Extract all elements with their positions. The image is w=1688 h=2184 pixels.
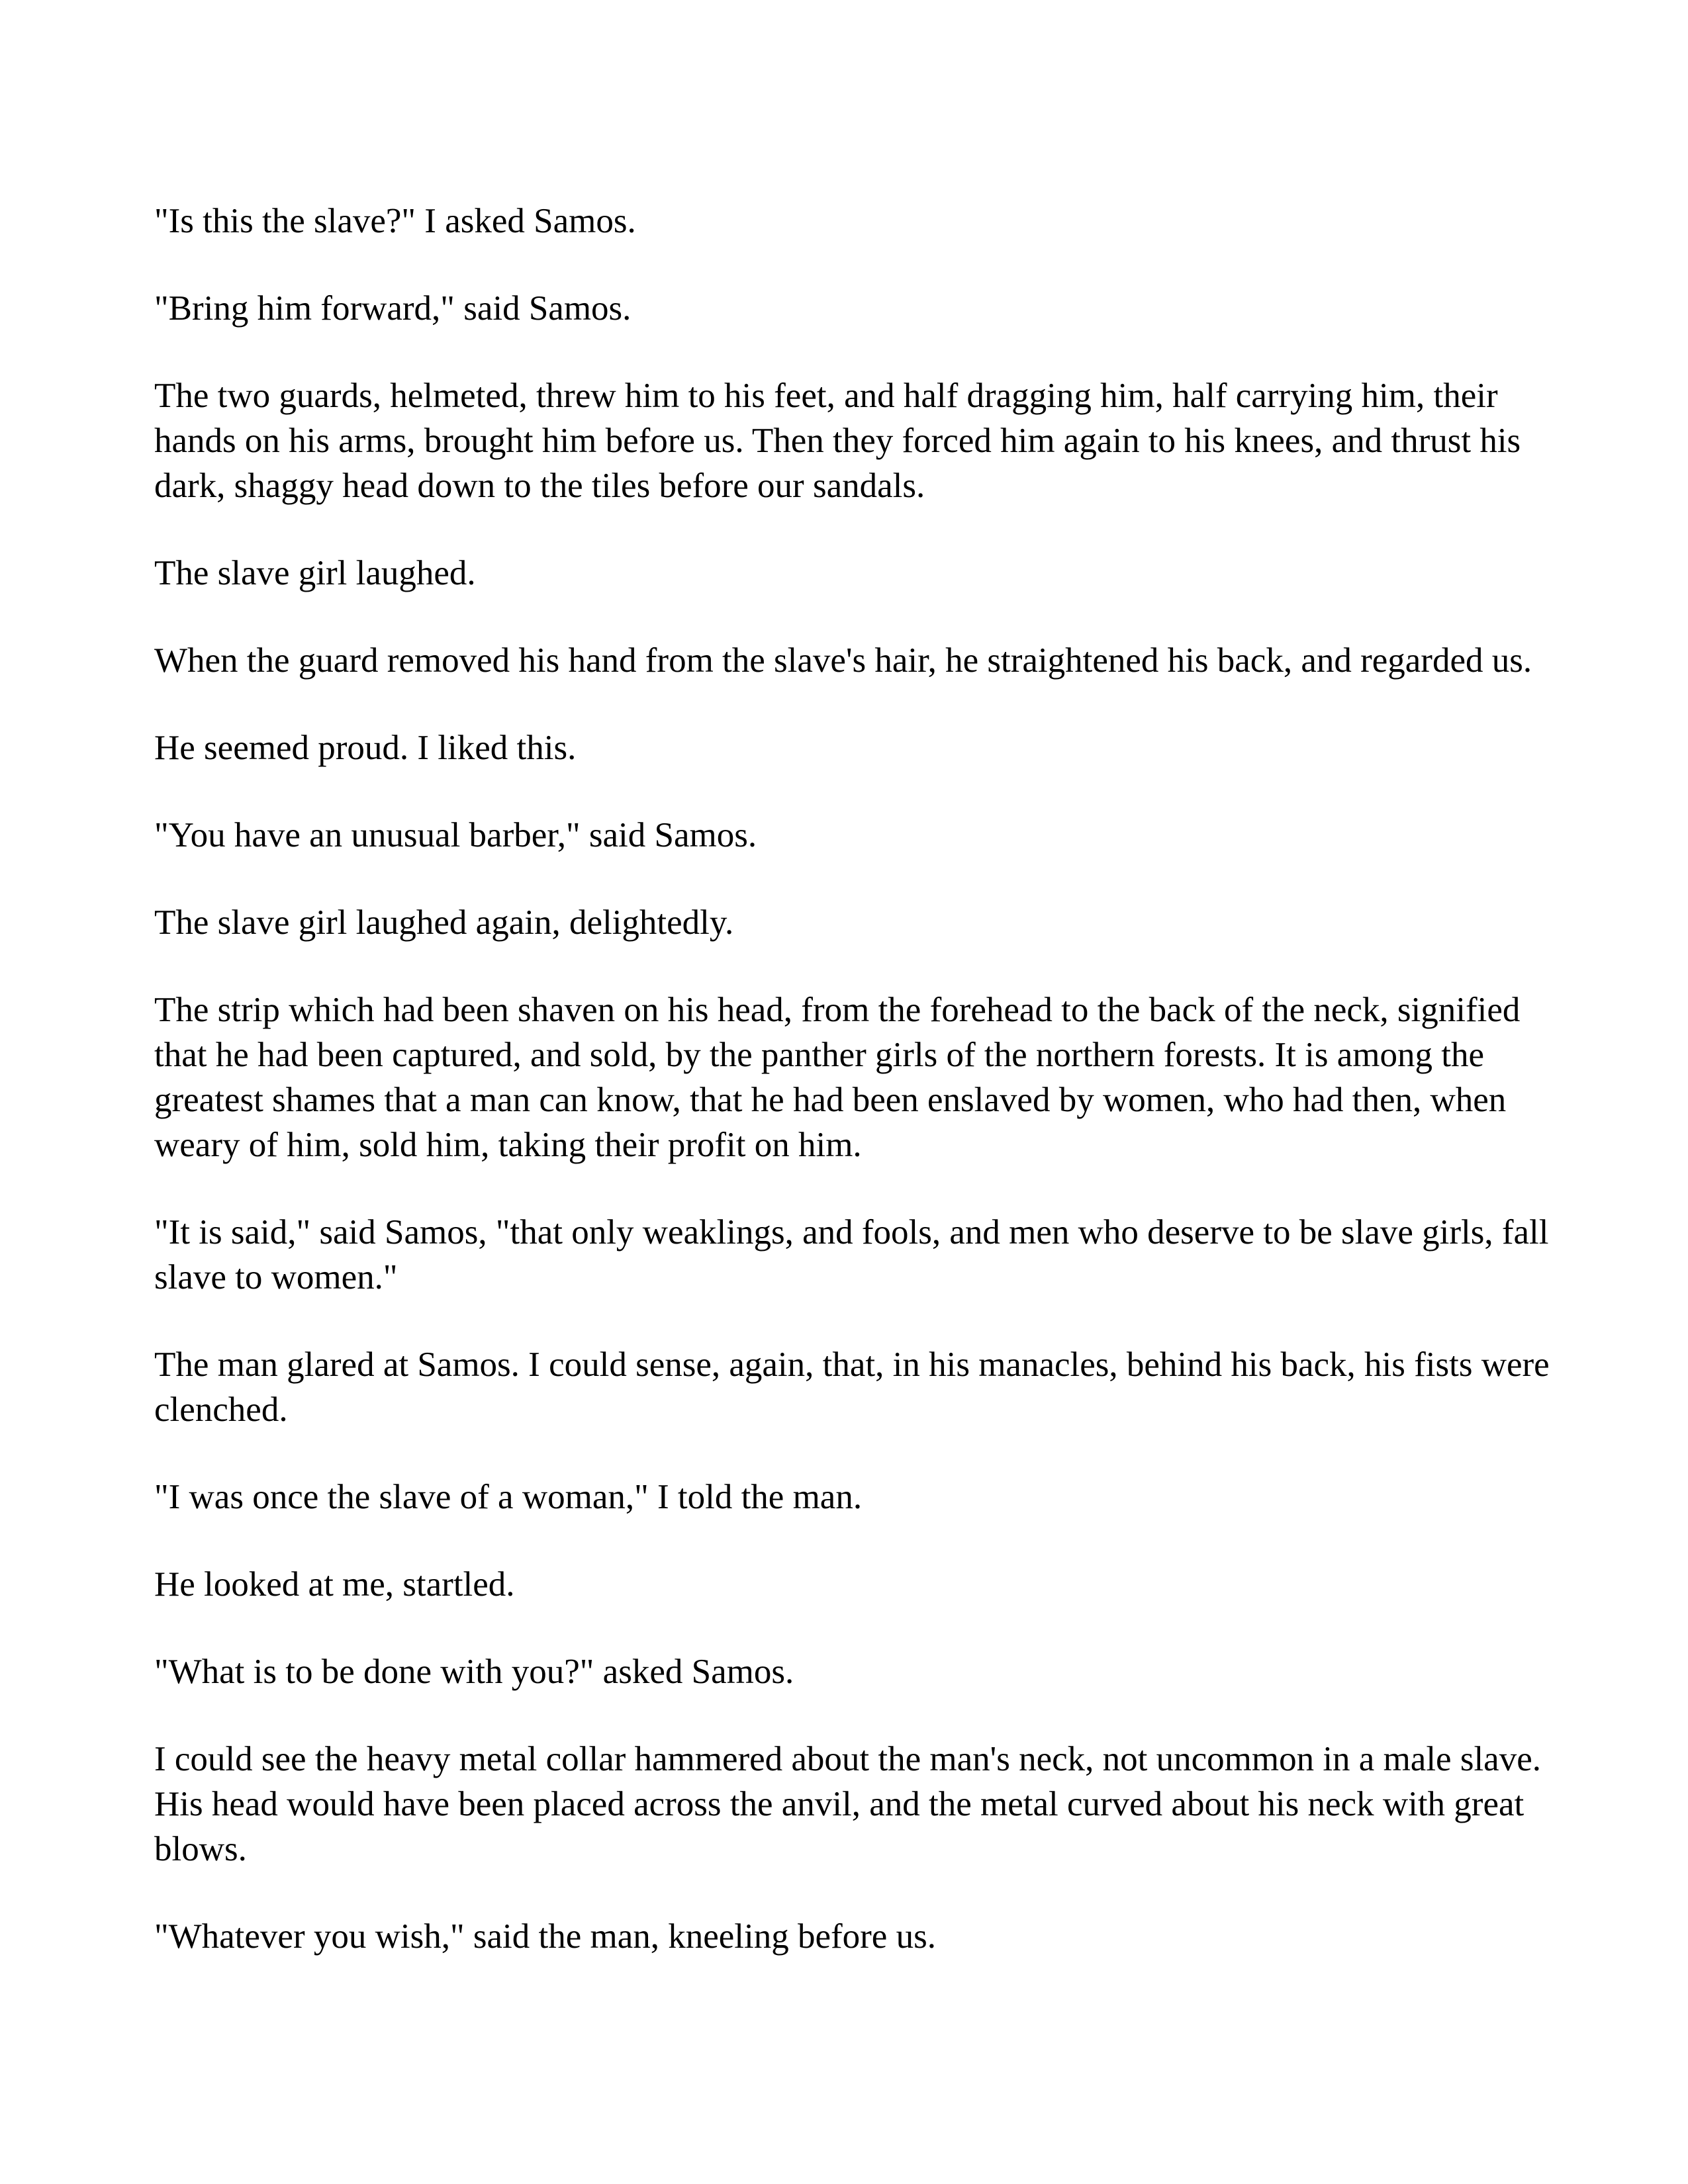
paragraph-11: The man glared at Samos. I could sense, again, that, in his manacles, behind his back, his fists were clenched. — [154, 1345, 1550, 1429]
paragraph-14: "What is to be done with you?" asked Samos. — [154, 1653, 794, 1691]
paragraph-3: The two guards, helmeted, threw him to his feet, and half dragging him, half carrying him, their hands on his arms, brought him before us. Then they forced him again to his knees, and thrust his dark, shaggy head down to the tiles before our sandals. — [154, 377, 1521, 505]
paragraph-4: The slave girl laughed. — [154, 554, 476, 592]
paragraph-10: "It is said," said Samos, "that only weaklings, and fools, and men who deserve to be slave girls, fall slave to women." — [154, 1213, 1549, 1297]
paragraph-13: He looked at me, startled. — [154, 1565, 515, 1604]
paragraph-2: "Bring him forward," said Samos. — [154, 289, 632, 328]
paragraph-9: The strip which had been shaven on his head, from the forehead to the back of the neck, signified that he had been captured, and sold, by the panther girls of the northern forests. It is among the greatest shames that a man can know, that he had been enslaved by women, who had then, when weary of him, sold him, taking their profit on him. — [154, 991, 1521, 1164]
paragraph-1: "Is this the slave?" I asked Samos. — [154, 202, 636, 240]
paragraph-5: When the guard removed his hand from the slave's hair, he straightened his back, and regarded us. — [154, 641, 1532, 680]
paragraph-6: He seemed proud. I liked this. — [154, 729, 577, 767]
paragraph-15: I could see the heavy metal collar hammered about the man's neck, not uncommon in a male slave. His head would have been placed across the anvil, and the metal curved about his neck with great blows. — [154, 1740, 1541, 1868]
paragraph-16: "Whatever you wish," said the man, kneeling before us. — [154, 1917, 936, 1956]
paragraph-8: The slave girl laughed again, delightedly. — [154, 903, 734, 942]
paragraph-12: "I was once the slave of a woman," I told the man. — [154, 1478, 863, 1516]
paragraph-7: "You have an unusual barber," said Samos. — [154, 816, 757, 854]
body-text — [154, 199, 1558, 2001]
